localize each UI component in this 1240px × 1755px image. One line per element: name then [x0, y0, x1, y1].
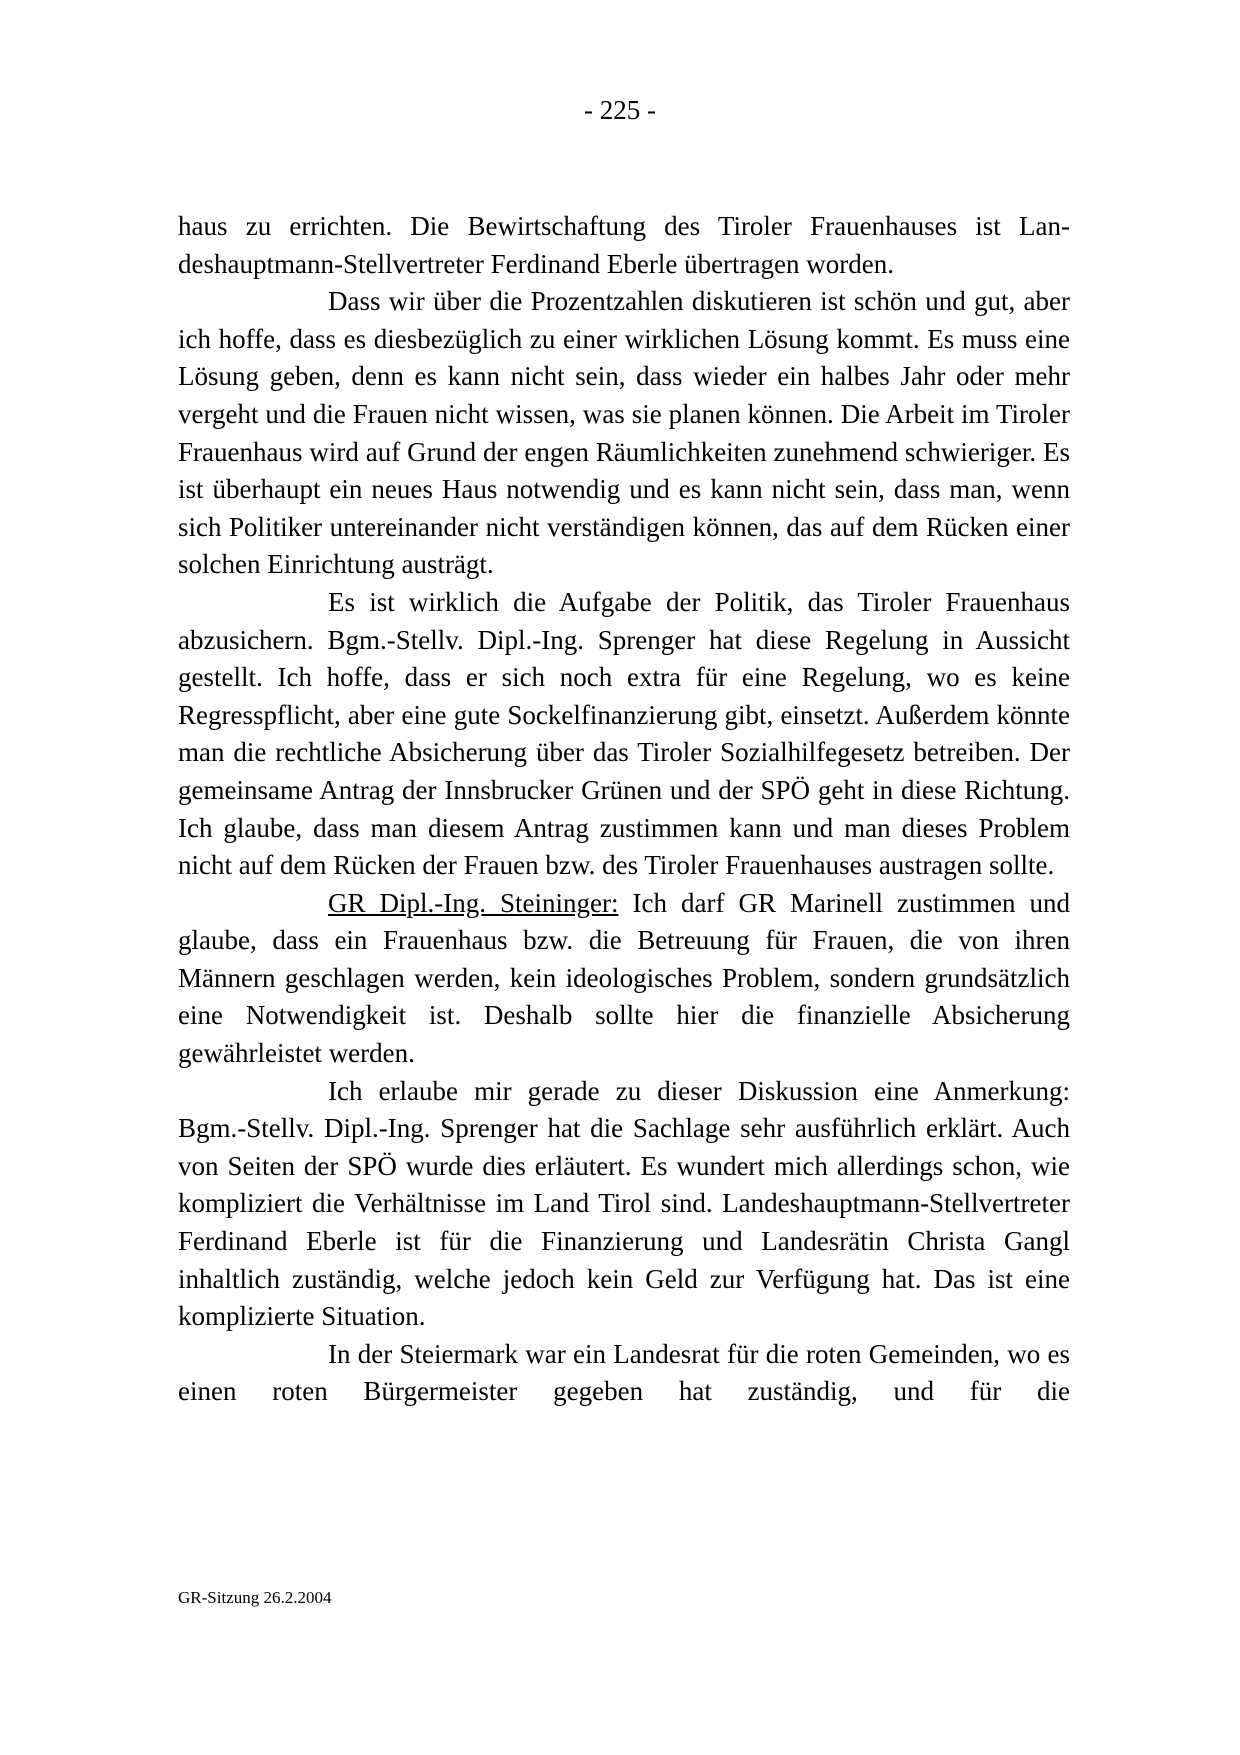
speaker-statement: Ich darf GR Marinell zustimmen und glaube, dass ein Frauenhaus bzw. die Betreuung für Frauen, die von ihren Männern geschlagen werden, kein ideologisches Problem, sondern grundsätzlich eine Notwendigkeit ist. Deshalb sollte hier die finanzielle Absicherung gewährleistet werden.: [178, 887, 1070, 1069]
page-number: - 225 -: [584, 95, 656, 125]
paragraph: In der Steiermark war ein Landesrat für die roten Gemeinden, wo es einen roten Bürgermeister gegeben hat zuständig, und für die: [178, 1338, 1070, 1407]
paragraph: haus zu errichten. Die Bewirtschaftung des Tiroler Frauenhauses ist Landeshauptmann-Stellvertreter Ferdinand Eberle übertragen worden.: [178, 211, 1070, 279]
speaker-name: GR Dipl.-Ing. Steininger:: [328, 887, 619, 918]
paragraph: Es ist wirklich die Aufgabe der Politik, das Tiroler Frauenhaus abzusichern. Bgm.-Stellv. Dipl.-Ing. Sprenger hat diese Regelung in Aussicht gestellt. Ich hoffe, dass er sich noch extra für eine Regelung, wo es keine Regresspflicht, aber eine gute Sockelfinanzierung gibt, einsetzt. Außerdem könnte man die rechtliche Absicherung über das Tiroler Sozialhilfegesetz betreiben. Der gemeinsame Antrag der Innsbrucker Grünen und der SPÖ geht in diese Richtung. Ich glaube, dass man diesem Antrag zustimmen kann und man dieses Problem nicht auf dem Rücken der Frauen bzw. des Tiroler Frauenhauses austragen sollte.: [178, 586, 1070, 881]
speaker-paragraph: [178, 885, 1070, 1073]
body-text: [178, 208, 1070, 1411]
paragraph: Ich erlaube mir gerade zu dieser Diskussion eine Anmerkung: Bgm.-Stellv. Dipl.-Ing. Sprenger hat die Sachlage sehr ausführlich erklärt. Auch von Seiten der SPÖ wurde dies erläutert. Es wundert mich allerdings schon, wie kompliziert die Verhältnisse im Land Tirol sind. Landeshauptmann-Stellvertreter Ferdinand Eberle ist für die Finanzierung und Landesrätin Christa Gangl inhaltlich zuständig, welche jedoch kein Geld zur Verfügung hat. Das ist eine komplizierte Situation.: [178, 1075, 1070, 1332]
footer: GR-Sitzung 26.2.2004: [178, 1588, 332, 1607]
paragraph: Dass wir über die Prozentzahlen diskutieren ist schön und gut, aber ich hoffe, dass es diesbezüglich zu einer wirklichen Lösung kommt. Es muss eine Lösung geben, denn es kann nicht sein, dass wieder ein halbes Jahr oder mehr vergeht und die Frauen nicht wissen, was sie planen können. Die Arbeit im Tiroler Frauenhaus wird auf Grund der engen Räumlichkeiten zunehmend schwieriger. Es ist überhaupt ein neues Haus notwendig und es kann nicht sein, dass man, wenn sich Politiker untereinander nicht verständigen können, das auf dem Rücken einer solchen Einrichtung austrägt.: [178, 286, 1070, 580]
